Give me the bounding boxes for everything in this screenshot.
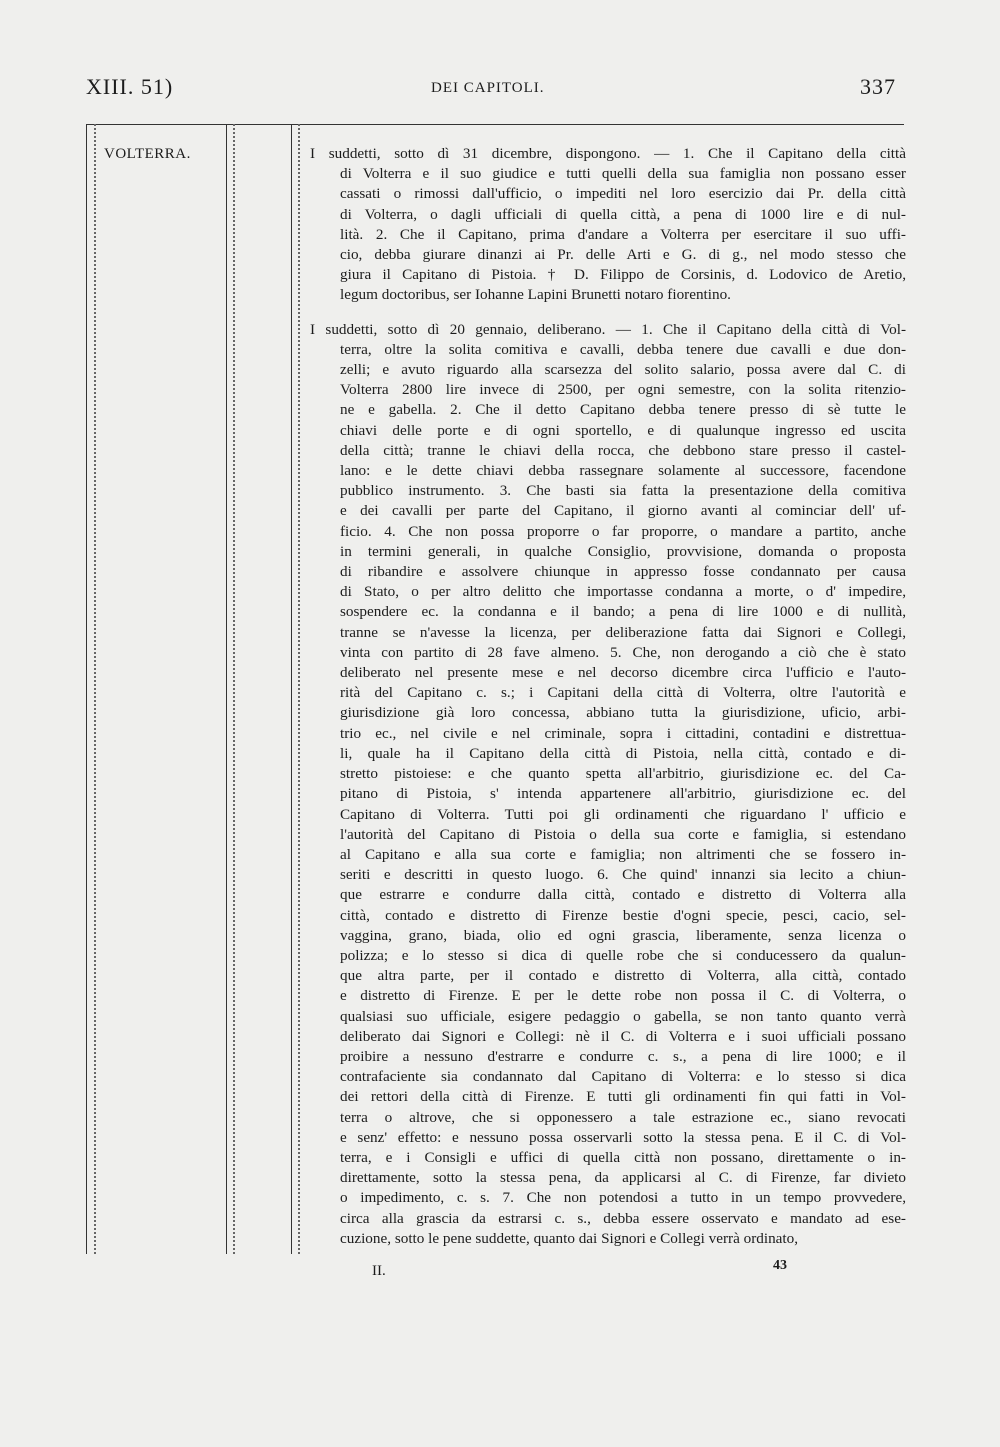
text-line: I suddetti, sotto dì 31 dicembre, dispongono. — 1. Che il Capitano della città: [310, 145, 906, 162]
gathering-number: 43: [773, 1258, 787, 1273]
text-line: li, quale ha il Capitano della città di Pistoia, nella città, contado e di-: [340, 744, 906, 762]
column-dots-middle: [233, 124, 235, 1254]
column-rule-right: [291, 124, 292, 1254]
signature-mark: II.: [372, 1263, 386, 1279]
text-line: seriti e descritti in questo luogo. 6. Che quind' innanzi sia lecito a chiun-: [340, 866, 906, 884]
text-line: giurisdizione già loro concessa, abbiano tutta la giurisdizione, uficio, arbi-: [340, 704, 906, 722]
text-line: e dei cavalli per parte del Capitano, il giorno avanti al cominciar dell' uf-: [340, 502, 906, 520]
text-line: direttamente, sotto la stessa pena, da applicarsi al C. di Firenze, far divieto: [340, 1169, 906, 1187]
text-line: polizza; e lo stesso si dica di quelle robe che si conducessero da qualun-: [340, 946, 906, 964]
text-line: di Volterra, o dagli ufficiali di quella città, a pena di 1000 lire e di nul-: [340, 205, 906, 223]
text-line: terra, oltre la solita comitiva e cavalli, debba tenere due cavalli e due don-: [340, 340, 906, 358]
entry-place-label: VOLTERRA.: [104, 146, 191, 162]
text-line: chiavi delle porte e di ogni sportello, e di qualunque ingresso ed uscita: [340, 421, 906, 439]
text-line: lano: e le dette chiavi debba rassegnare solamente al successore, facendone: [340, 462, 906, 480]
text-line: l'autorità del Capitano di Pistoia o della sua corte e famiglia, si estendano: [340, 825, 906, 843]
text-line: stretto pistoiese: e che quanto spetta all'arbitrio, giurisdizione ec. del Ca-: [340, 765, 906, 783]
text-line: rità del Capitano c. s.; i Capitani della città di Volterra, oltre l'autorità e: [340, 684, 906, 702]
text-line: qualsiasi suo ufficiale, esigere pedaggio o gabella, se non tanto quanto verrà: [340, 1007, 906, 1025]
column-rule-middle: [226, 124, 227, 1254]
text-line: pitano di Pistoia, s' intenda appartenere all'arbitrio, giurisdizione ec. del: [340, 785, 906, 803]
text-line: di Volterra e il suo giudice e tutti quelli della sua famiglia non possano esser: [340, 165, 906, 183]
text-line: in termini generali, in qualche Consiglio, provvisione, domanda o proposta: [340, 542, 906, 560]
text-line: e senz' effetto: e nessuno possa osservarli sotto la stessa pena. E il C. di Vol-: [340, 1128, 906, 1146]
text-line: que estrarre e condurre dalla città, contado e distretto di Volterra alla: [340, 886, 906, 904]
text-line: cassati o rimossi dall'ufficio, o impediti nel loro esercizio dai Pr. della città: [340, 185, 906, 203]
text-line: zelli; e avuto riguardo alla scarsezza del solito salario, possa avere dal C. di: [340, 361, 906, 379]
paragraph: [310, 320, 906, 1249]
text-line: o impedimento, c. s. 7. Che non potendosi a tutto in un tempo provvedere,: [340, 1189, 906, 1207]
text-line: città, contado e distretto di Firenze bestie d'ogni specie, pesci, cacio, sel-: [340, 906, 906, 924]
text-line: vaggina, grano, biada, olio ed ogni grascia, liberamente, senza licenza o: [340, 926, 906, 944]
text-line: contrafaciente sia condannato dal Capitano di Volterra: e lo stesso si dica: [340, 1068, 906, 1086]
text-line: ficio. 4. Che non possa proporre o far proporre, o mandare a partito, anche: [340, 522, 906, 540]
text-line: proibire a nessuno d'estrarre e condurre c. s., a pena di lire 1000; e il: [340, 1047, 906, 1065]
text-line: terra o altrove, che si opponessero a tale estrazione ec., siano revocati: [340, 1108, 906, 1126]
text-line: sospendere ec. la condanna e il bando; a pena di lire 1000 e di nullità,: [340, 603, 906, 621]
text-line: della città; tranne le chiavi della rocca, che debbono stare presso il castel-: [340, 441, 906, 459]
column-dots-right: [298, 124, 300, 1254]
text-line: circa alla grascia da estrarsi c. s., debba essere osservato e mandato ad ese-: [340, 1209, 906, 1227]
header-rule: [86, 124, 904, 125]
text-line: I suddetti, sotto dì 20 gennaio, deliberano. — 1. Che il Capitano della città di Vol-: [310, 320, 906, 338]
text-line: que altra parte, per il contado e distretto di Volterra, alla città, contado: [340, 967, 906, 985]
text-line: di Stato, o per altro delitto che importasse condanna a morte, o d' impedire,: [340, 583, 906, 601]
text-line: dei rettori della città di Firenze. E tutti gli ordinamenti fin qui fatti in Vol-: [340, 1088, 906, 1106]
text-line: legum doctoribus, ser Iohanne Lapini Brunetti notaro fiorentino.: [340, 286, 731, 304]
text-line: ne e gabella. 2. Che il detto Capitano debba tenere presso di sè tutte le: [340, 401, 906, 419]
text-line: Volterra 2800 lire invece di 2500, per ogni semestre, con la solita ritenzio-: [340, 381, 906, 399]
text-line: cuzione, sotto le pene suddette, quanto dai Signori e Collegi verrà ordinato,: [340, 1229, 799, 1247]
text-line: terra, e i Consigli e uffici di quella città non possano, direttamente o in-: [340, 1148, 906, 1166]
text-line: al Capitano e alla sua corte e famiglia; non altrimenti che se fossero in-: [340, 845, 906, 863]
running-head-title: DEI CAPITOLI.: [431, 80, 545, 96]
text-line: di ribandire e assolvere chiunque in appresso fosse condannato per causa: [340, 563, 906, 581]
text-line: lità. 2. Che il Capitano, prima d'andare a Volterra per esercitare il suo uffi-: [340, 225, 906, 243]
text-line: e distretto di Firenze. E per le dette robe non possa il C. di Volterra, o: [340, 987, 906, 1005]
column-dots-left: [94, 124, 96, 1254]
page-number: 337: [860, 74, 896, 99]
paragraph: [310, 144, 906, 306]
text-line: deliberato dai Signori e Collegi: nè il C. di Volterra e i suoi ufficiali possano: [340, 1027, 906, 1045]
text-line: cio, debba giurare dinanzi ai Pr. delle Arti e G. di g., nel modo stesso che: [340, 246, 906, 264]
body-text: [310, 144, 906, 1249]
running-head-section: XIII. 51): [86, 74, 174, 99]
text-line: trio ec., nel civile e nel criminale, sopra i cittadini, contadini e distrettua-: [340, 724, 906, 742]
text-line: giura il Capitano di Pistoia. † D. Filippo de Corsinis, d. Lodovico de Aretio,: [340, 266, 906, 284]
text-line: deliberato nel presente mese e nel decorso dicembre circa l'ufficio e l'auto-: [340, 664, 906, 682]
text-line: Capitano di Volterra. Tutti poi gli ordinamenti che riguardano l' ufficio e: [340, 805, 906, 823]
text-line: vinta con partito di 28 fave almeno. 5. Che, non derogando a ciò che è stato: [340, 643, 906, 661]
text-line: pubblico instrumento. 3. Che basti sia fatta la presentazione della comitiva: [340, 482, 906, 500]
column-rule-left: [86, 124, 87, 1254]
text-line: tranne se n'avesse la licenza, per deliberazione fatta dai Signori e Collegi,: [340, 623, 906, 641]
